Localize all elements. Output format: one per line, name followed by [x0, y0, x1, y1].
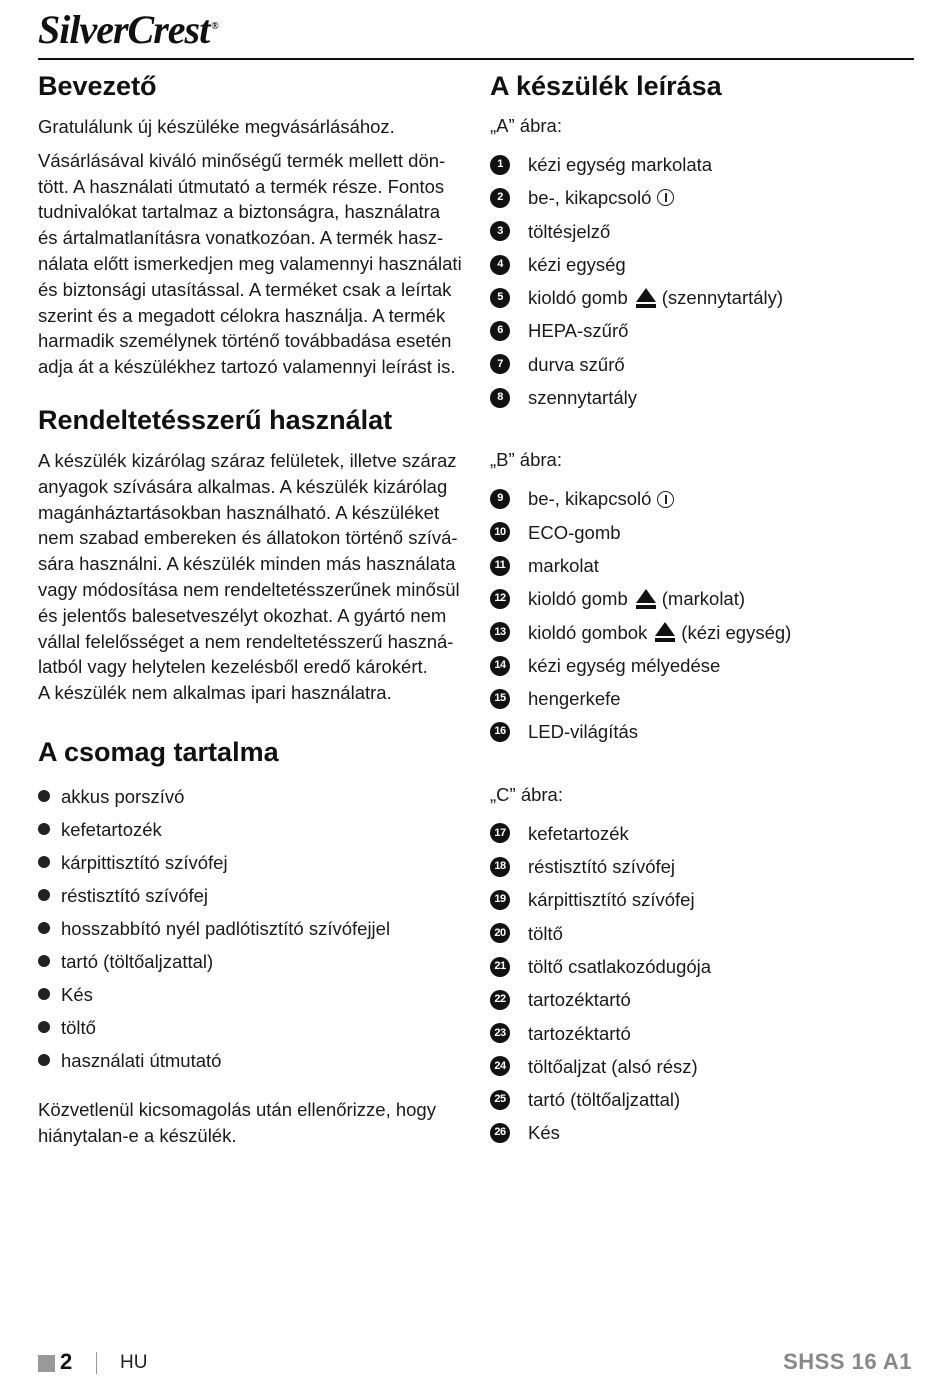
text-line: Vásárlásával kiváló minőségű termék mellett dön- [38, 149, 446, 171]
figure-label: „C” ábra: [490, 783, 563, 805]
list-item [490, 482, 915, 515]
list-item [490, 181, 915, 214]
part-number-badge: 3 [490, 221, 510, 241]
part-label: kioldó gomb [528, 588, 628, 610]
power-icon [657, 189, 674, 206]
part-number-badge: 18 [490, 857, 510, 877]
list-item [38, 846, 463, 879]
part-number-badge: 23 [490, 1023, 510, 1043]
parts-list [490, 817, 915, 1150]
text-line: nálata előtt ismerkedjen meg valamennyi használati [38, 252, 462, 274]
bullet-icon [38, 922, 50, 934]
list-item-text: töltő [61, 1016, 96, 1038]
part-label: kárpittisztító szívófej [528, 889, 695, 911]
registered-mark: ® [211, 20, 218, 32]
page-number: 2 [60, 1349, 73, 1374]
intended-use-paragraph [38, 448, 463, 706]
part-label: kézi egység mélyedése [528, 654, 721, 676]
part-label-suffix: (kézi egység) [681, 621, 792, 643]
part-label: réstisztító szívófej [528, 856, 676, 878]
package-list [38, 780, 463, 1077]
list-item-text: réstisztító szívófej [61, 884, 209, 906]
part-number-badge: 13 [490, 622, 510, 642]
list-item [490, 1050, 915, 1083]
list-item [490, 582, 915, 615]
right-column [490, 64, 915, 1150]
bullet-icon [38, 988, 50, 1000]
part-label: töltő csatlakozódugója [528, 955, 712, 977]
package-note [38, 1097, 463, 1149]
list-item [490, 1116, 915, 1149]
model-number: SHSS 16 A1 [783, 1349, 912, 1374]
list-item [490, 1017, 915, 1050]
part-label: töltésjelző [528, 220, 611, 242]
list-item [490, 649, 915, 682]
figure-label: „B” ábra: [490, 449, 562, 471]
part-label: ECO-gomb [528, 521, 621, 543]
list-item [38, 978, 463, 1011]
part-label: tartozéktartó [528, 989, 631, 1011]
intro-heading: Bevezető [38, 71, 157, 101]
text-line: adja át a készülékhez tartozó valamennyi leírást is. [38, 356, 456, 378]
part-label: töltőaljzat (alsó rész) [528, 1055, 698, 1077]
text-line: szerint és a megadott célokra használja. A termék [38, 304, 446, 326]
list-item [490, 248, 915, 281]
list-item [490, 281, 915, 314]
text-line: hiánytalan-e a készülék. [38, 1124, 237, 1146]
parts-list [490, 482, 915, 748]
part-number-badge: 6 [490, 321, 510, 341]
device-description-heading: A készülék leírása [490, 71, 722, 101]
figure-lists [490, 114, 915, 1150]
list-item-text: hosszabbító nyél padlótisztító szívófejjel [61, 917, 391, 939]
part-label-suffix: (markolat) [661, 588, 746, 610]
part-label: kézi egység [528, 253, 626, 275]
part-number-badge: 26 [490, 1123, 510, 1143]
bullet-icon [38, 955, 50, 967]
part-label: be-, kikapcsoló [528, 187, 652, 209]
text-line: magánháztartásokban használható. A készüléket [38, 501, 440, 523]
part-label: szennytartály [528, 387, 637, 409]
list-item [490, 549, 915, 582]
part-number-badge: 10 [490, 522, 510, 542]
list-item-text: Kés [61, 983, 93, 1005]
text-line: A készülék kizárólag száraz felületek, illetve száraz [38, 449, 457, 471]
part-number-badge: 4 [490, 255, 510, 275]
list-item [38, 945, 463, 978]
text-line: vállal felelősséget a nem rendeltetésszerű haszná- [38, 630, 454, 652]
footer-divider [96, 1352, 97, 1374]
list-item [490, 314, 915, 347]
list-item [38, 1011, 463, 1044]
list-item [38, 813, 463, 846]
part-label: HEPA-szűrő [528, 320, 629, 342]
list-item-text: kárpittisztító szívófej [61, 851, 228, 873]
list-item [490, 215, 915, 248]
language-code: HU [120, 1352, 148, 1373]
text-line: nem szabad embereken és állatokon történő szívá- [38, 527, 458, 549]
eject-icon [636, 288, 656, 308]
parts-list [490, 148, 915, 414]
bullet-icon [38, 1054, 50, 1066]
part-label: kioldó gombok [528, 621, 648, 643]
section-intro [38, 70, 463, 380]
text-line: Közvetlenül kicsomagolás után ellenőrizze, hogy [38, 1098, 436, 1120]
list-item [490, 850, 915, 883]
intro-paragraph-1: Gratulálunk új készüléke megvásárlásához. [38, 116, 395, 137]
list-item-text: használati útmutató [61, 1049, 222, 1071]
part-number-badge: 11 [490, 556, 510, 576]
part-number-badge: 21 [490, 957, 510, 977]
list-item [490, 917, 915, 950]
list-item [490, 883, 915, 916]
list-item [490, 1083, 915, 1116]
text-line: harmadik személynek történő továbbadása esetén [38, 330, 452, 352]
part-number-badge: 17 [490, 823, 510, 843]
part-number-badge: 2 [490, 188, 510, 208]
footer-square-icon [38, 1355, 55, 1372]
figure-label: „A” ábra: [490, 115, 562, 136]
part-label: durva szűrő [528, 353, 625, 375]
intro-paragraph-2 [38, 148, 463, 380]
part-label: kézi egység markolata [528, 154, 713, 175]
part-number-badge: 5 [490, 288, 510, 308]
list-item [490, 817, 915, 850]
list-item [490, 616, 915, 649]
part-label: Kés [528, 1122, 560, 1144]
part-number-badge: 19 [490, 890, 510, 910]
list-item [38, 879, 463, 912]
part-label: be-, kikapcsoló [528, 488, 652, 510]
text-line: és jelentős balesetveszélyt okozhat. A gyártó nem [38, 604, 447, 626]
section-package-contents [38, 736, 463, 1149]
text-line: anyagok szívására alkalmas. A készülék kizárólag [38, 475, 448, 497]
list-item [490, 348, 915, 381]
part-label: tartó (töltőaljzattal) [528, 1089, 681, 1111]
text-line: latból vagy helytelen kezelésből eredő károkért. [38, 656, 428, 678]
part-label: tartozéktartó [528, 1022, 631, 1044]
part-number-badge: 14 [490, 656, 510, 676]
list-item-text: kefetartozék [61, 818, 162, 840]
text-line: és biztonsági utasítással. A terméket csak a leírtak [38, 278, 452, 300]
part-number-badge: 7 [490, 354, 510, 374]
part-number-badge: 20 [490, 923, 510, 943]
power-icon [657, 491, 674, 508]
list-item-text: tartó (töltőaljzattal) [61, 950, 214, 972]
bullet-icon [38, 889, 50, 901]
list-item [490, 983, 915, 1016]
text-line: és ártalmatlanításra vonatkozóan. A termék hasz- [38, 227, 444, 249]
part-number-badge: 8 [490, 388, 510, 408]
part-number-badge: 25 [490, 1090, 510, 1110]
list-item [490, 381, 915, 414]
part-label: kioldó gomb [528, 287, 628, 309]
part-number-badge: 16 [490, 722, 510, 742]
bullet-icon [38, 823, 50, 835]
brand-logo-text: SilverCrest [38, 7, 210, 52]
eject-icon [636, 589, 656, 609]
part-label: kefetartozék [528, 822, 629, 844]
part-label: markolat [528, 554, 599, 576]
text-line: tött. A használati útmutató a termék része. Fontos [38, 175, 445, 197]
list-item-text: akkus porszívó [61, 785, 185, 807]
text-line: tudnivalókat tartalmaz a biztonságra, használatra [38, 201, 441, 223]
part-number-badge: 9 [490, 489, 510, 509]
list-item [490, 950, 915, 983]
list-item [38, 1044, 463, 1077]
eject-icon [655, 622, 675, 642]
bullet-icon [38, 1021, 50, 1033]
text-line: vagy módosítása nem rendeltetésszerűnek minősül [38, 578, 460, 600]
list-item [490, 682, 915, 715]
brand-logo [38, 6, 218, 53]
part-number-badge: 1 [490, 155, 510, 175]
part-label: töltő [528, 922, 563, 944]
part-label: hengerkefe [528, 688, 621, 710]
part-number-badge: 12 [490, 589, 510, 609]
intended-use-heading: Rendeltetésszerű használat [38, 404, 393, 435]
part-number-badge: 24 [490, 1056, 510, 1076]
bullet-icon [38, 790, 50, 802]
part-number-badge: 22 [490, 990, 510, 1010]
list-item [490, 516, 915, 549]
part-label: LED-világítás [528, 721, 639, 743]
list-item [490, 715, 915, 748]
list-item [38, 912, 463, 945]
list-item [38, 780, 463, 813]
part-label-suffix: (szennytartály) [661, 287, 784, 309]
left-column [38, 64, 463, 1157]
text-line: sára használni. A készülék minden más használata [38, 553, 456, 575]
section-intended-use [38, 404, 463, 706]
part-number-badge: 15 [490, 689, 510, 709]
list-item [490, 148, 915, 181]
bullet-icon [38, 856, 50, 868]
header-rule [38, 58, 914, 60]
text-line: A készülék nem alkalmas ipari használatra. [38, 682, 392, 704]
package-heading: A csomag tartalma [38, 736, 279, 767]
